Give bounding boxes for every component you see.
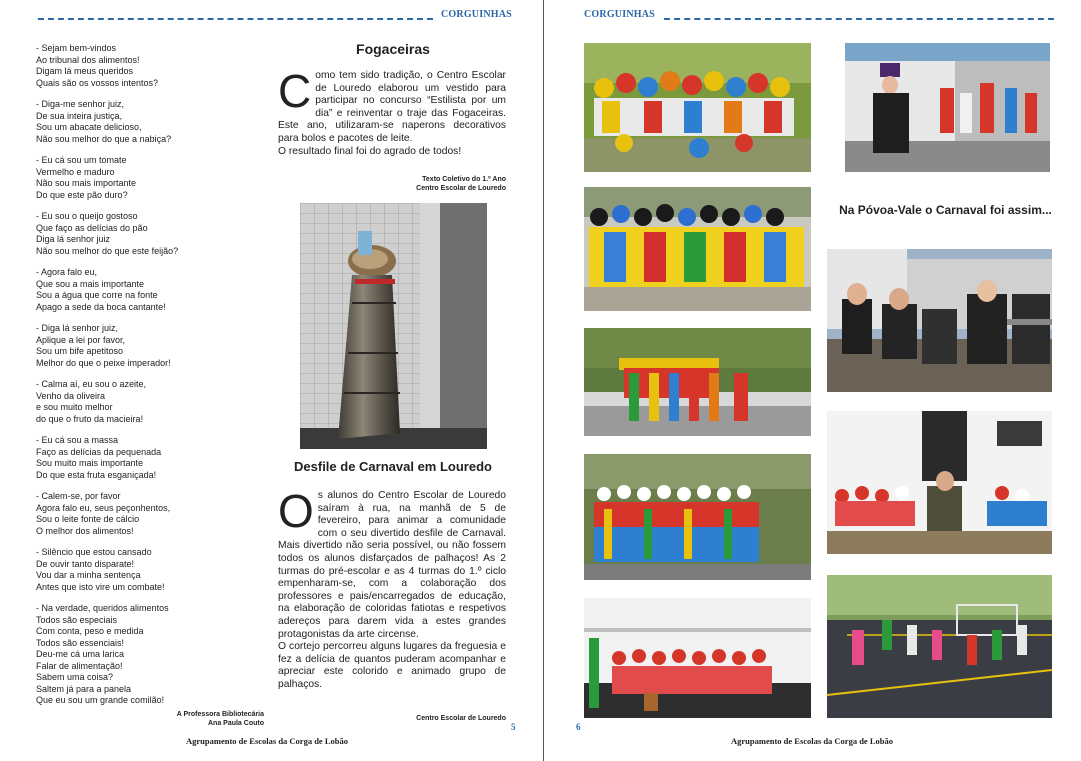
poem-line: Aplique a lei por favor, xyxy=(36,334,126,345)
fogaceiras-body: omo tem sido tradição, o Centro Escolar de Louredo elaborou um vestido para participar no concurso “Estilista por um dia” e reinventar o traje das Fogaceiras. Este ano, utilizaram-se naperons decorativos para bolos e pacotes de leite. xyxy=(278,70,506,144)
poem-line: Sou o leite fonte de cálcio xyxy=(36,514,140,524)
desfile-title: Desfile de Carnaval em Louredo xyxy=(294,459,492,474)
desfile-body: s alunos do Centro Escolar de Louredo saíram à rua, na manhã de 5 de fevereiro, para animar a comunidade com o seu divertido desfile de Carnaval. Mais divertido não seria possível, ou não fossem todos os alunos disfarçados de palhaços! As 2 turmas do pré-escolar e as 4 turmas do 1.º ciclo empenharam-se, com a colaboração dos professores e pais/encarregados de educação, na elaboração de coloridas fatiotas e respetivos adereços para darem vida a estes grandes protagonistas da arte circense. xyxy=(278,490,506,640)
poem-line: Faço as delícias da pequenada xyxy=(36,446,162,457)
poem-line: Todos são essenciais! xyxy=(36,637,125,648)
signature-name: Ana Paula Couto xyxy=(207,720,264,727)
poem-line: De ouvir tanto disparate! xyxy=(36,558,135,569)
fogaceiras-dropcap: C xyxy=(278,65,312,117)
poem-line: - Agora falo eu, xyxy=(36,267,98,277)
poem-stanza xyxy=(36,99,236,145)
poem-line: Sou um abacate delicioso, xyxy=(36,122,142,132)
poem-line: - Sejam bem-vindos xyxy=(36,43,117,53)
page-number-left: 5 xyxy=(511,722,516,732)
poem-line: do que o fruto da macieira! xyxy=(36,413,144,424)
poem xyxy=(36,43,236,717)
poem-line: Sou muito mais importante xyxy=(36,458,144,468)
poem-line: Vermelho e maduro xyxy=(36,166,115,177)
poem-line: e sou muito melhor xyxy=(36,402,113,412)
povoa-wall-photo xyxy=(827,411,1052,554)
fogaceiras-title: Fogaceiras xyxy=(356,41,430,57)
clowns-wall-photo xyxy=(584,598,811,718)
poem-line: Sou um bife apetitoso xyxy=(36,346,124,356)
footer-left: Agrupamento de Escolas da Corga de Lobão xyxy=(186,736,348,746)
poem-line: Venho da oliveira xyxy=(36,390,106,401)
povoa-seated-photo xyxy=(827,249,1052,392)
poem-line: - Eu cá sou um tomate xyxy=(36,155,127,165)
fogaceiras-signature xyxy=(330,175,506,193)
poem-line: Diga lá senhor juiz xyxy=(36,234,111,244)
clowns-group-photo-4 xyxy=(584,454,811,580)
poem-line: - Eu sou o queijo gostoso xyxy=(36,211,138,221)
header-title-left: CORGUINHAS xyxy=(441,9,512,20)
page-gutter xyxy=(543,0,544,761)
desfile-article xyxy=(278,485,506,692)
poem-line: Vou dar a minha sentença xyxy=(36,570,141,580)
poem-line: Quais são os vossos intentos? xyxy=(36,77,159,88)
poem-line: - Diga-me senhor juiz, xyxy=(36,99,125,109)
fogaceiras-sig-school: Centro Escolar de Louredo xyxy=(416,185,506,192)
poem-line: Sabem uma coisa? xyxy=(36,672,114,682)
poem-stanza xyxy=(36,211,236,257)
poem-stanza xyxy=(36,379,236,425)
poem-line: Do que este pão duro? xyxy=(36,189,128,200)
poem-stanza xyxy=(36,547,236,593)
poem-line: - Calma aí, eu sou o azeite, xyxy=(36,379,147,389)
desfile-dropcap: O xyxy=(278,485,314,537)
povoa-playground-photo xyxy=(827,575,1052,718)
poem-line: Apago a sede da boca cantante! xyxy=(36,301,166,312)
clowns-group-photo-3 xyxy=(584,328,811,436)
poem-line: Que sou a mais importante xyxy=(36,278,145,289)
signature-role: A Professora Bibliotecária xyxy=(176,711,264,718)
poem-line: - Eu cá sou a massa xyxy=(36,435,119,445)
poem-stanza xyxy=(36,603,236,707)
clowns-group-photo-2 xyxy=(584,187,811,311)
fogaceiras-body-2: O resultado final foi do agrado de todos! xyxy=(278,145,462,157)
poem-line: - Calem-se, por favor xyxy=(36,491,121,501)
poem-line: Todos são especiais xyxy=(36,614,118,625)
poem-line: O melhor dos alimentos! xyxy=(36,525,134,536)
header-title-right: CORGUINHAS xyxy=(584,9,655,20)
povoa-title: Na Póvoa-Vale o Carnaval foi assim... xyxy=(839,203,1052,217)
fogaceiras-sig-author: Texto Coletivo do 1.º Ano xyxy=(422,176,506,183)
poem-line: Não sou melhor do que a nabiça? xyxy=(36,133,172,144)
page-number-right: 6 xyxy=(576,722,581,732)
poem-line: Sou a água que corre na fonte xyxy=(36,290,158,300)
poem-stanza xyxy=(36,323,236,369)
poem-line: Melhor do que o peixe imperador! xyxy=(36,357,171,368)
fogaceiras-article xyxy=(278,65,506,158)
poem-line: Antes que isto vire um combate! xyxy=(36,581,165,592)
poem-line: Não sou mais importante xyxy=(36,178,137,188)
poem-stanza xyxy=(36,267,236,313)
poem-line: - Silêncio que estou cansado xyxy=(36,547,152,557)
right-page xyxy=(548,0,1081,761)
poem-line: De sua inteira justiça, xyxy=(36,110,123,121)
carnival-street-photo xyxy=(845,43,1050,172)
poem-line: Ao tribunal dos alimentos! xyxy=(36,54,140,65)
poem-line: Com conta, peso e medida xyxy=(36,626,144,636)
header-rule-right xyxy=(664,18,1054,20)
poem-stanza xyxy=(36,491,236,537)
poem-line: Deu-me cá uma larica xyxy=(36,649,125,659)
header-rule-left xyxy=(38,18,433,20)
fogaceira-dress-photo xyxy=(300,203,487,449)
poem-line: - Na verdade, queridos alimentos xyxy=(36,603,169,613)
poem-line: Digam lá meus queridos xyxy=(36,66,134,76)
desfile-signature: Centro Escolar de Louredo xyxy=(416,715,506,722)
footer-right: Agrupamento de Escolas da Corga de Lobão xyxy=(731,736,893,746)
poem-signature xyxy=(140,710,264,728)
poem-line: Não sou melhor do que este feijão? xyxy=(36,245,179,256)
desfile-body-2: O cortejo percorreu alguns lugares da freguesia e fez a delícia de quantos puderam acompanhar e apreciar este colorido e animado grupo de palhaços. xyxy=(278,641,506,690)
poem-line: Saltem já para a panela xyxy=(36,683,132,694)
poem-line: Falar de alimentação! xyxy=(36,660,123,671)
clowns-group-photo-1 xyxy=(584,43,811,172)
poem-line: Que eu sou um grande comilão! xyxy=(36,695,165,705)
poem-line: - Diga lá senhor juiz, xyxy=(36,323,119,333)
poem-stanza xyxy=(36,43,236,89)
poem-stanza xyxy=(36,155,236,201)
poem-line: Que faço as delícias do pão xyxy=(36,222,148,233)
left-page xyxy=(0,0,538,761)
poem-line: Agora falo eu, seus peçonhentos, xyxy=(36,502,171,513)
poem-line: Do que esta fruta esganiçada! xyxy=(36,469,157,480)
poem-stanza xyxy=(36,435,236,481)
